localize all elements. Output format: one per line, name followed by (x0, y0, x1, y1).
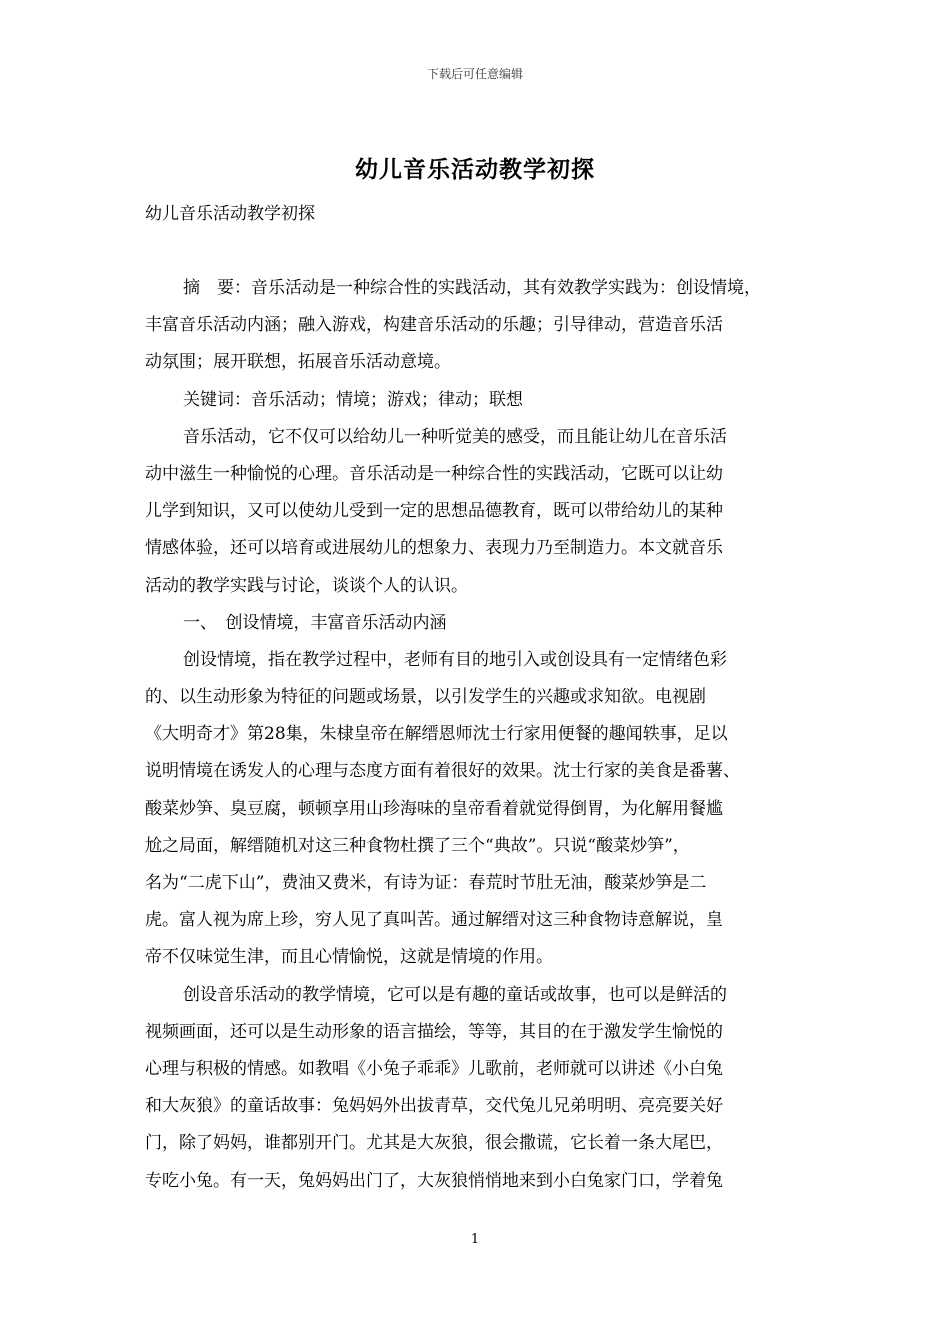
abstract-line: 丰富音乐活动内涵；融入游戏，构建音乐活动的乐趣；引导律动，营造音乐活 (145, 315, 723, 336)
page-number: 1 (470, 1232, 480, 1247)
paragraph-line: 酸菜炒笋、臭豆腐，顿顿享用山珍海味的皇帝看着就觉得倒胃，为化解用餐尴 (145, 798, 723, 819)
paragraph-line: 情感体验，还可以培育或进展幼儿的想象力、表现力乃至制造力。本文就音乐 (145, 538, 723, 559)
abstract-line: 动氛围；展开联想，拓展音乐活动意境。 (145, 352, 451, 373)
paragraph-line: 儿学到知识，又可以使幼儿受到一定的思想品德教育，既可以带给幼儿的某种 (145, 501, 723, 522)
paragraph-line: 和大灰狼》的童话故事：兔妈妈外出拔青草，交代兔儿兄弟明明、亮亮要关好 (145, 1096, 723, 1117)
document-subtitle: 幼儿音乐活动教学初探 (145, 204, 315, 224)
document-body (145, 270, 807, 1200)
paragraph-line: 说明情境在诱发人的心理与态度方面有着很好的效果。沈士行家的美食是番薯、 (145, 761, 740, 782)
abstract-line: 摘 要：音乐活动是一种综合性的实践活动，其有效教学实践为：创设情境， (183, 278, 761, 298)
paragraph-line: 动中滋生一种愉悦的心理。音乐活动是一种综合性的实践活动，它既可以让幼 (145, 463, 723, 484)
section-heading: 一、 创设情境，丰富音乐活动内涵 (183, 612, 447, 633)
paragraph-line: 的、以生动形象为特征的问题或场景，以引发学生的兴趣或求知欲。电视剧 (145, 687, 706, 708)
paragraph-line: 《大明奇才》第28集，朱棣皇帝在解缙恩师沈士行家用便餐的趣闻轶事，足以 (145, 724, 728, 745)
keywords-line: 关键词：音乐活动；情境；游戏；律动；联想 (183, 389, 523, 410)
paragraph-line: 名为“二虎下山”，费油又费米，有诗为证：春荒时节肚无油，酸菜炒笋是二 (145, 873, 707, 893)
paragraph-line: 虎。富人视为席上珍，穷人见了真叫苦。通过解缙对这三种食物诗意解说，皇 (145, 910, 723, 931)
paragraph-line: 心理与积极的情感。如教唱《小兔子乖乖》儿歌前，老师就可以讲述《小白兔 (145, 1058, 723, 1079)
paragraph-line: 尬之局面，解缙随机对这三种食物杜撰了三个“典故”。只说“酸菜炒笋”， (145, 835, 690, 856)
paragraph-line: 创设情境，指在教学过程中，老师有目的地引入或创设具有一定情绪色彩 (183, 649, 727, 670)
paragraph-line: 创设音乐活动的教学情境，它可以是有趣的童话或故事，也可以是鲜活的 (183, 984, 727, 1005)
page-header: 下载后可任意编辑 (426, 67, 523, 81)
paragraph-line: 活动的教学实践与讨论，谈谈个人的认识。 (145, 575, 468, 596)
paragraph-line: 帝不仅味觉生津，而且心情愉悦，这就是情境的作用。 (145, 947, 553, 968)
document-title: 幼儿音乐活动教学初探 (355, 156, 595, 183)
paragraph-line: 门，除了妈妈，谁都别开门。尤其是大灰狼，很会撒谎，它长着一条大尾巴， (145, 1133, 723, 1154)
paragraph-line: 视频画面，还可以是生动形象的语言描绘，等等，其目的在于激发学生愉悦的 (145, 1021, 723, 1042)
paragraph-line: 专吃小兔。有一天，兔妈妈出门了，大灰狼悄悄地来到小白兔家门口，学着兔 (145, 1170, 723, 1191)
paragraph-line: 音乐活动，它不仅可以给幼儿一种听觉美的感受，而且能让幼儿在音乐活 (183, 426, 727, 447)
